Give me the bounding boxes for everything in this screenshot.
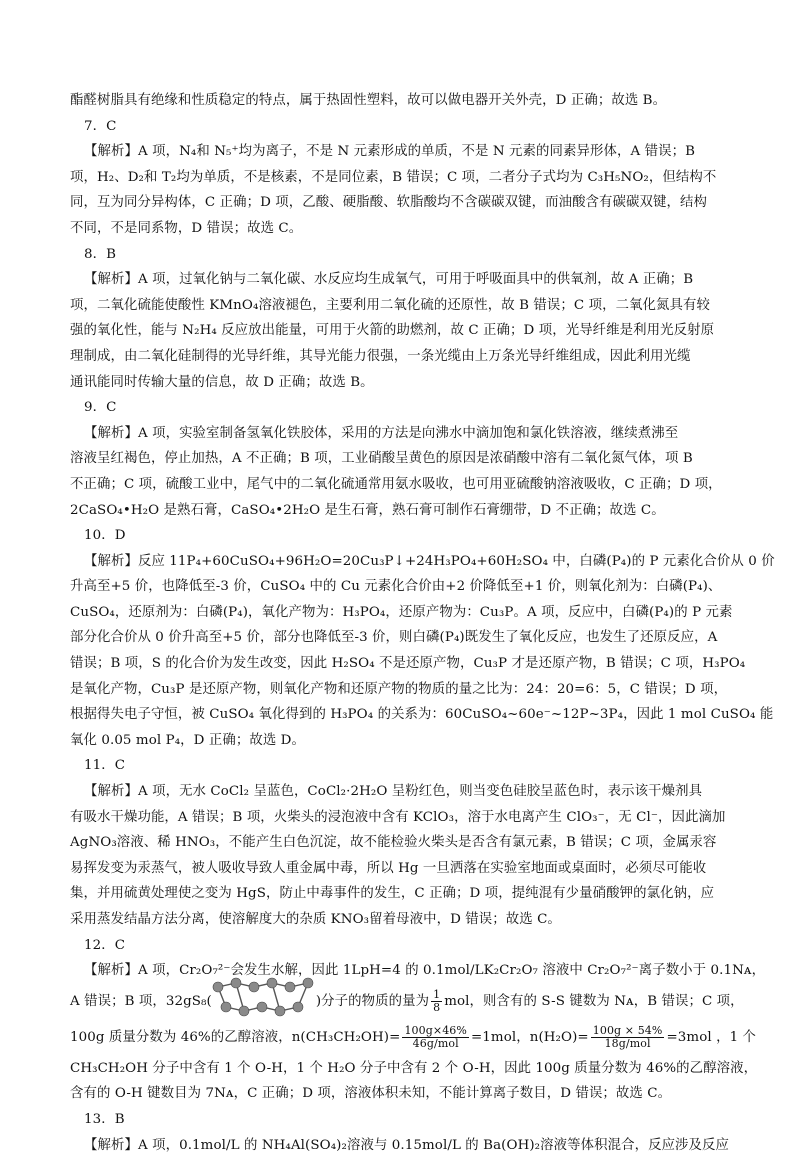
text-line: 【解析】A 项，Cr₂O₇²⁻会发生水解，因此 1LpH=4 的 0.1mol/LK₂Cr₂O₇ 溶液中 Cr₂O₇²⁻离子数小于 0.1Nᴀ，: [84, 963, 766, 979]
text-line: 有吸水干燥功能，A 错误；B 项，火柴头的浸泡液中含有 KClO₃，溶于水电离产生 ClO₃⁻，无 Cl⁻，因此滴加: [70, 809, 726, 825]
text-line: AgNO₃溶液、稀 HNO₃，不能产生白色沉淀，故不能检验火柴头是否含有氯元素，B 错误；C 项，金属汞容: [70, 835, 717, 851]
s8-text-tail: mol，则含有的 S-S 键数为 Nᴀ，B 错误；C 项，: [444, 993, 744, 1009]
question-number: 8．B: [84, 246, 117, 262]
text-line: 集，并用硫黄处理使之变为 HgS，防止中毒事件的发生，C 正确；D 项，提纯混有少量硝酸钾的氯化钠，应: [70, 886, 715, 902]
text-line: 【解析】A 项，过氧化钠与二氧化碳、水反应均生成氧气，可用于呼吸面具中的供氧剂，故 A 正确；B: [84, 272, 694, 288]
text-line: 【解析】反应 11P₄+60CuSO₄+96H₂O=20Cu₃P↓+24H₃PO₄+60H₂SO₄ 中，白磷(P₄)的 P 元素化合价从 0 价: [84, 553, 775, 569]
fraction-one-eighth: [431, 989, 442, 1014]
question-number: 9．C: [84, 400, 117, 416]
text-line: 【解析】A 项，实验室制备氢氧化铁胶体，采用的方法是向沸水中滴加饱和氯化铁溶液，继续煮沸至: [84, 425, 679, 441]
s8-text-pre: A 错误；B 项，32gS₈(: [70, 993, 212, 1009]
text-line: 【解析】A 项，N₄和 N₅⁺均为离子，不是 N 元素形成的单质，不是 N 元素的同素异形体，A 错误；B: [84, 144, 696, 160]
text-line: 理制成，由二氧化硅制得的光导纤维，其导光能力很强，一条光缆由上万条光导纤维组成，因此利用光缆: [70, 348, 691, 364]
question-number: 10．D: [84, 528, 126, 544]
question-number: 11．C: [84, 758, 126, 774]
s8-text-post: )分子的物质的量为: [315, 993, 430, 1009]
text-line: 升高至+5 价，也降低至-3 价，CuSO₄ 中的 Cu 元素化合价由+2 价降低至+1 价，则氧化剂为：白磷(P₄)、: [70, 579, 722, 595]
text-line: 酯醛树脂具有绝缘和性质稳定的特点，属于热固性塑料，故可以做电器开关外壳，D 正确；故选 B。: [70, 93, 667, 108]
text-line: 氧化 0.05 mol P₄，D 正确；故选 D。: [70, 732, 306, 748]
text-line: 不同，不是同系物，D 错误；故选 C。: [70, 220, 303, 236]
fraction-denominator: 8: [433, 1001, 441, 1015]
ethanol-moles-fraction: [402, 1025, 469, 1050]
text-line: 部分化合价从 0 价升高至+5 价，部分也降低至-3 价，则白磷(P₄)既发生了氧化反应，也发生了还原反应，A: [70, 630, 718, 646]
text-line: 强的氧化性，能与 N₂H₄ 反应放出能量，可用于火箭的助燃剂，故 C 正确；D 项，光导纤维是利用光反射原: [70, 323, 715, 339]
ethanol-line: [70, 1020, 757, 1056]
text-line: 不正确；C 项，硫酸工业中，尾气中的二氧化硫通常用氨水吸收，也可用亚硫酸钠溶液吸收，C 正确；D 项，: [70, 476, 722, 492]
text-line: 通讯能同时传输大量的信息，故 D 正确；故选 B。: [70, 374, 374, 390]
text-line: 是氧化产物，Cu₃P 是还原产物，则氧化产物和还原产物的物质的量之比为：24：20=6：5，C 错误；D 项，: [70, 681, 728, 697]
fraction-numerator: 100g × 54%: [592, 1024, 663, 1038]
text-line: 根据得失电子守恒，被 CuSO₄ 氧化得到的 H₃PO₄ 的关系为：60CuSO₄~60e⁻~12P~3P₄，因此 1 mol CuSO₄ 能: [70, 707, 774, 723]
fraction-numerator: 1: [433, 988, 441, 1002]
question-number: 13．B: [84, 1111, 125, 1127]
text-line: 项，二氧化硫能使酸性 KMnO₄溶液褪色，主要利用二氧化硫的还原性，故 B 错误；C 项，二氧化氮具有较: [70, 297, 711, 313]
text-line: 2CaSO₄•H₂O 是熟石膏，CaSO₄•2H₂O 是生石膏，熟石膏可制作石膏绷带，D 不正确；故选 C。: [70, 502, 665, 518]
fraction-denominator: 18g/mol: [604, 1037, 651, 1051]
text-line: 【解析】A 项，无水 CoCl₂ 呈蓝色，CoCl₂·2H₂O 呈粉红色，则当变色硅胶呈蓝色时，表示该干燥剂具: [84, 784, 703, 800]
s8-molecule-image: [212, 977, 316, 1027]
text-line: 易挥发变为汞蒸气，被人吸收导致人重金属中毒，所以 Hg 一旦洒落在实验室地面或桌面时，必须尽可能收: [70, 860, 707, 876]
text-line: 错误；B 项，S 的化合价为发生改变，因此 H₂SO₄ 不是还原产物，Cu₃P 才是还原产物，B 错误；C 项，H₃PO₄: [70, 656, 746, 672]
text-line: 溶液呈红褐色，停止加热，A 不正确；B 项，工业硝酸呈黄色的原因是浓硝酸中溶有二氧化氮气体，项 B: [70, 451, 693, 467]
water-moles-fraction: [591, 1025, 665, 1050]
text-line: 【解析】A 项，0.1mol/L 的 NH₄Al(SO₄)₂溶液与 0.15mol/L 的 Ba(OH)₂溶液等体积混合，反应涉及反应: [84, 1137, 730, 1153]
text-line: CH₃CH₂OH 分子中含有 1 个 O-H，1 个 H₂O 分子中含有 2 个 O-H，因此 100g 质量分数为 46%的乙醇溶液，: [70, 1060, 758, 1076]
question-number: 12．C: [84, 937, 126, 953]
text-line: 采用蒸发结晶方法分离，使溶解度大的杂质 KNO₃留着母液中，D 错误；故选 C。: [70, 912, 561, 927]
s8-line: [70, 984, 744, 1020]
text-line: 同，互为同分异构体，C 正确；D 项，乙酸、硬脂酸、软脂酸均不含碳碳双键，而油酸含有碳碳双键，结构: [70, 195, 707, 211]
ethanol-text-pre: 100g 质量分数为 46%的乙醇溶液，n(CH₃CH₂OH)=: [70, 1029, 401, 1045]
ethanol-text-tail: =3mol ，1 个: [666, 1029, 757, 1045]
text-line: 项，H₂、D₂和 T₂均为单质，不是核素，不是同位素，B 错误；C 项，二者分子式均为 C₃H₅NO₂，但结构不: [70, 169, 717, 185]
text-line: 含有的 O-H 键数目为 7Nᴀ，C 正确；D 项，溶液体积未知，不能计算离子数目，D 错误；故选 C。: [70, 1086, 672, 1102]
question-number: 7．C: [84, 118, 117, 134]
text-line: CuSO₄，还原剂为：白磷(P₄)，氧化产物为：H₃PO₄，还原产物为：Cu₃P。A 项，反应中，白磷(P₄)的 P 元素: [70, 604, 733, 620]
fraction-denominator: 46g/mol: [412, 1037, 459, 1051]
ethanol-text-mid: =1mol，n(H₂O)=: [470, 1029, 589, 1045]
document-page: [70, 88, 775, 1158]
fraction-numerator: 100g×46%: [404, 1024, 467, 1038]
